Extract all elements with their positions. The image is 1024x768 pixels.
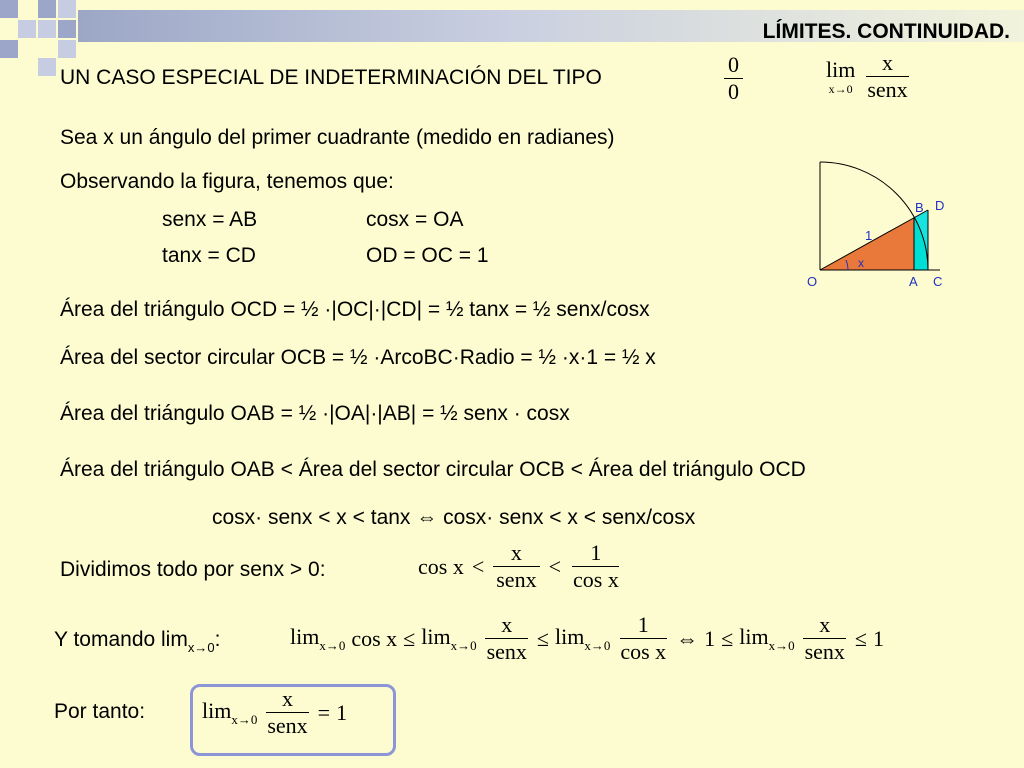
intro-line: Sea x un ángulo del primer cuadrante (medido en radianes) [60, 126, 615, 149]
inequality-line: cosx· senx < x < tanx ⇔ cosx· senx < x < senx/cosx [212, 506, 696, 529]
area-oab-line: Área del triángulo OAB = ½ ·|OA|·|AB| = ½ senx · cosx [60, 402, 570, 425]
heading-fraction: $\frac{0}{0}$ [724, 52, 743, 105]
observe-line: Observando la figura, tenemos que: [60, 170, 394, 193]
label-x: x [858, 256, 864, 270]
deco-square [38, 0, 56, 18]
label-b: B [915, 200, 924, 215]
triangle-cd-region [914, 210, 928, 270]
label-a: A [909, 274, 918, 289]
divided-inequality: cos x < $\frac{x}{\text{senx}}$ < $\frac{1}{\text{cos x}}$ [418, 540, 619, 592]
unit-circle-figure [800, 160, 960, 295]
deco-square [0, 40, 18, 58]
deco-square [58, 40, 76, 58]
divide-line: Dividimos todo por senx > 0: [60, 558, 326, 581]
deco-square [58, 0, 76, 18]
eq-od: OD = OC = 1 [366, 244, 489, 267]
taking-limit-label: Y tomando $\lim_{x\to 0}$: [54, 628, 221, 655]
eq-tanx: tanx = CD [162, 244, 256, 267]
area-sector-line: Área del sector circular OCB = ½ ·ArcoBC·Radio = ½ ·x·1 = ½ x [60, 346, 656, 369]
page-title: LÍMITES. CONTINUIDAD. [762, 20, 1010, 43]
deco-square [58, 20, 76, 38]
limit-inequality: $\lim_{x\to 0}$ cos x ≤ $\lim_{x\to 0}$ $\frac{x}{\text{senx}}$ ≤ $\lim_{x\to 0}$ $\frac{1}{\text{cos x}}$ ⇔ 1 ≤ $\lim_{x\to 0}$ $\frac{x}{\text{senx}}$ ≤ 1 [290, 612, 884, 664]
area-ocd-line: Área del triángulo OCD = ½ ·|OC|·|CD| = ½ tanx = ½ senx/cosx [60, 298, 650, 321]
label-one: 1 [865, 228, 873, 243]
final-result: $\lim_{x\to 0}$ $\frac{x}{\text{senx}}$ = 1 [202, 686, 348, 738]
compare-line: Área del triángulo OAB < Área del sector circular OCB < Área del triángulo OCD [60, 458, 806, 481]
deco-square [0, 0, 18, 18]
label-d: D [935, 198, 945, 213]
deco-square [18, 20, 36, 38]
therefore-label: Por tanto: [54, 700, 146, 723]
eq-cosx: cosx = OA [366, 208, 464, 231]
heading-text: UN CASO ESPECIAL DE INDETERMINACIÓN DEL TIPO [60, 66, 602, 89]
label-c: C [933, 274, 943, 289]
heading-limit: lim x→0 $\frac{x}{\text{senx}}$ [826, 50, 908, 102]
label-o: O [807, 274, 818, 289]
deco-square [38, 20, 56, 38]
eq-senx: senx = AB [162, 208, 258, 231]
deco-square [38, 58, 56, 76]
